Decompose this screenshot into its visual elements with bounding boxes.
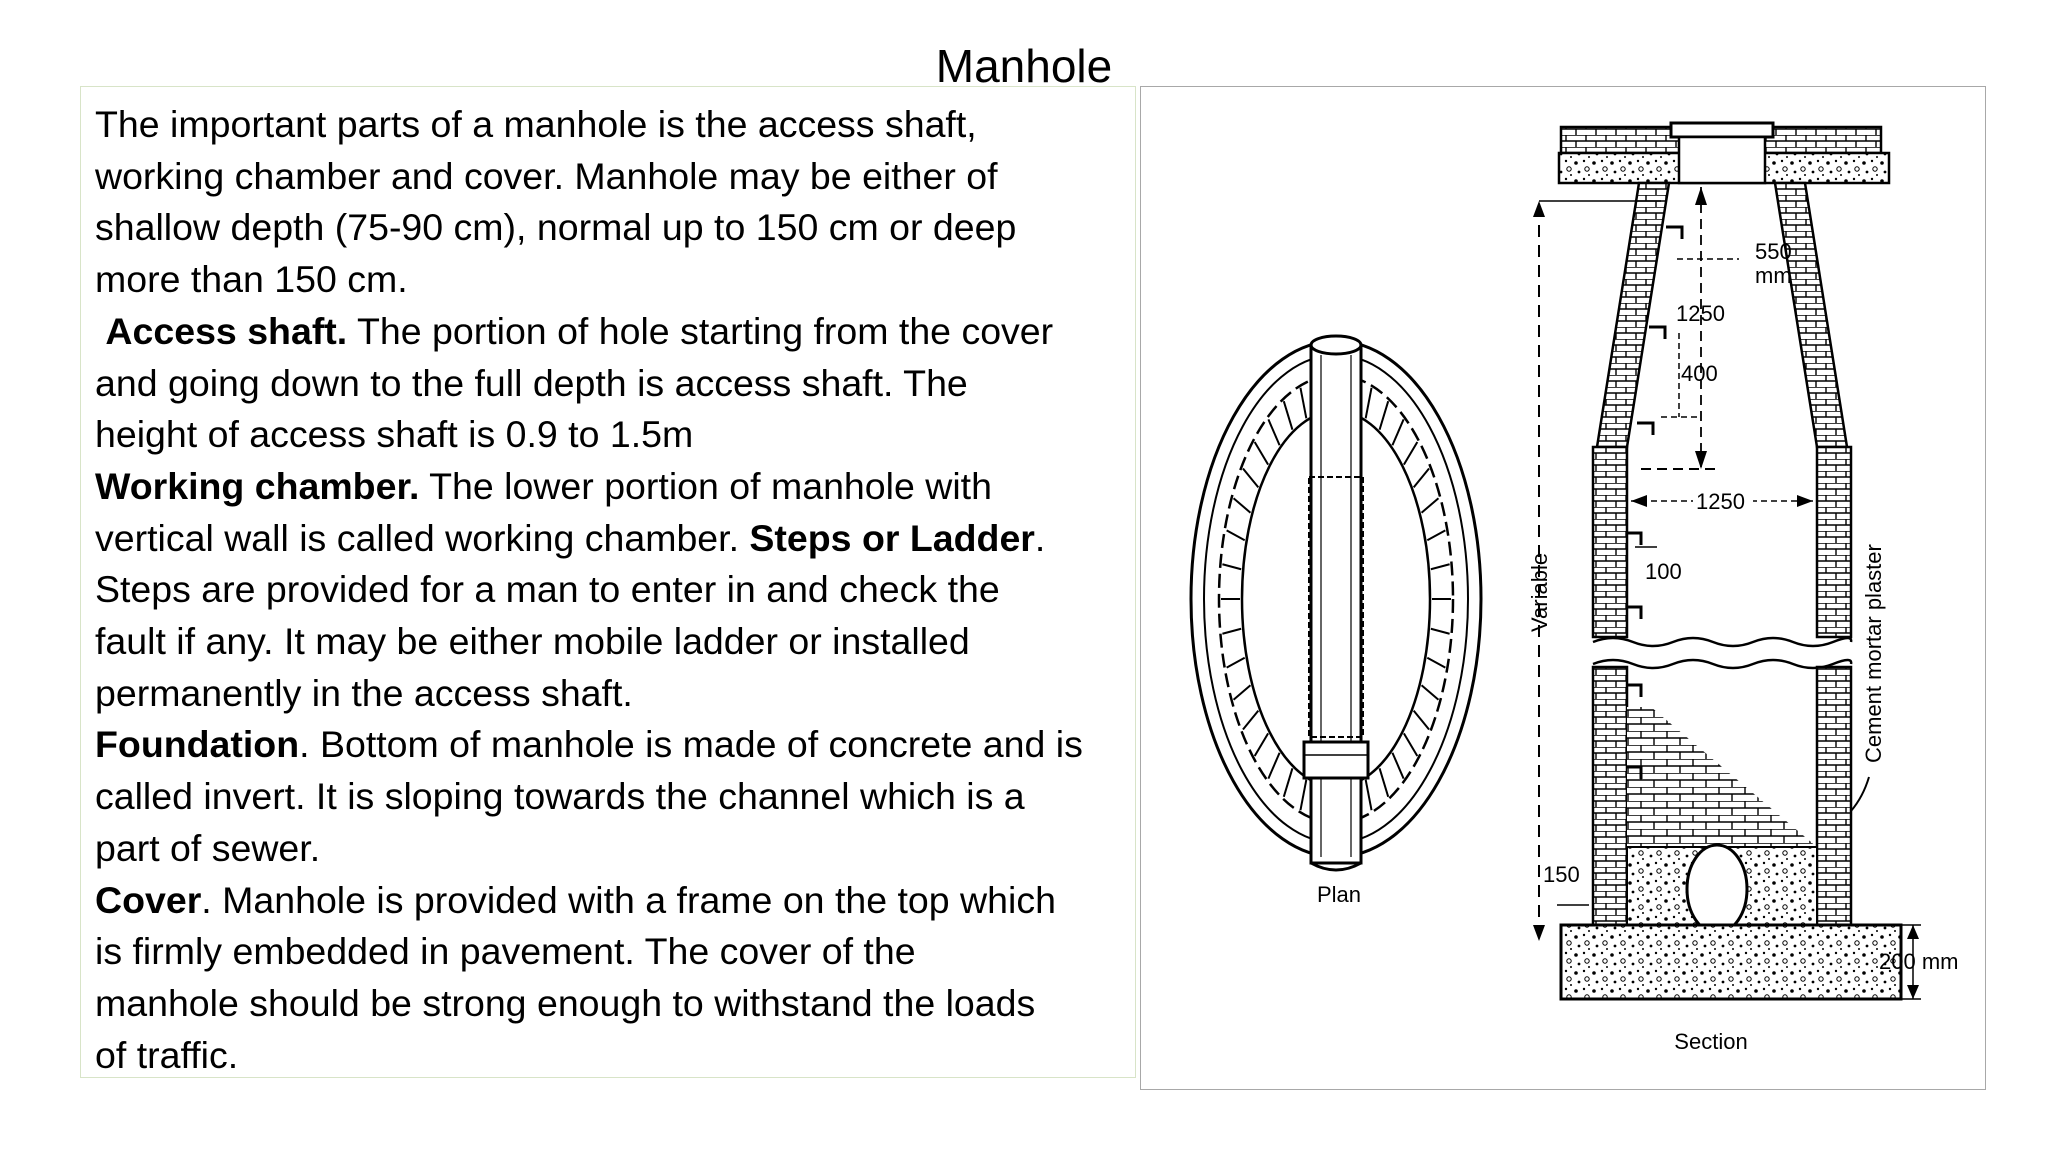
text-span: The portion of hole starting from the cover <box>347 309 1054 352</box>
text-line <box>95 926 1121 978</box>
text-span: more than 150 cm. <box>95 258 408 301</box>
text-span: is firmly embedded in pavement. The cover of the <box>95 930 916 973</box>
text-span: height of access shaft is 0.9 to 1.5m <box>95 413 694 456</box>
brick-joint <box>1234 685 1251 700</box>
text-span: called invert. It is sloping towards the channel which is a <box>95 775 1025 818</box>
text-line <box>95 719 1121 771</box>
brick-joint <box>1404 733 1417 756</box>
text-line <box>95 978 1121 1030</box>
variable-label: Variable <box>1527 552 1552 632</box>
manhole-drawing <box>1141 87 1987 1091</box>
text-span: Steps are provided for a man to enter in and check the <box>95 568 1000 611</box>
brick-joint <box>1427 530 1445 540</box>
text-line <box>95 771 1121 823</box>
section-label: Section <box>1674 1029 1748 1054</box>
foundation-heading: Foundation <box>95 723 300 766</box>
text-span: manhole should be strong enough to withstand the loads <box>95 981 1036 1024</box>
text-line <box>95 823 1121 875</box>
text-line <box>95 875 1121 927</box>
brick-joint <box>1227 530 1245 540</box>
text-span: part of sewer. <box>95 826 321 869</box>
text-span: . Bottom of manhole is made of concrete and is <box>299 723 1083 766</box>
text-span: of traffic. <box>95 1033 239 1076</box>
dim-1250-top: 1250 <box>1676 301 1725 326</box>
text-line <box>95 254 1121 306</box>
brick-joint <box>1366 780 1372 810</box>
section-view <box>1527 123 1958 1054</box>
text-line <box>95 616 1121 668</box>
text-line <box>95 358 1121 410</box>
brick-joint <box>1300 780 1306 810</box>
brick-joint <box>1392 753 1403 779</box>
brick-joint <box>1222 629 1241 634</box>
text-line <box>95 151 1121 203</box>
text-span: The important parts of a manhole is the access shaft, <box>95 103 977 145</box>
text-span: and going down to the full depth is access shaft. The <box>95 361 968 404</box>
dim-1250-mid: 1250 <box>1696 489 1745 514</box>
text-line <box>95 1030 1121 1082</box>
text-line <box>95 513 1121 565</box>
brick-joint <box>1300 388 1306 418</box>
dim-100: 100 <box>1645 559 1682 584</box>
brick-joint <box>1243 711 1258 730</box>
brick-joint <box>1366 388 1372 418</box>
text-span: . <box>1034 516 1046 559</box>
brick-joint <box>1404 442 1417 465</box>
dim-400: 400 <box>1681 361 1718 386</box>
brick-joint <box>1380 401 1389 430</box>
text-span: vertical wall is called working chamber. <box>95 516 750 559</box>
text-span: permanently in the access shaft. <box>95 671 633 714</box>
dim-550: 550 <box>1755 239 1792 264</box>
brick-joint <box>1427 658 1445 668</box>
brick-joint <box>1234 498 1251 513</box>
brick-joint <box>1422 498 1439 513</box>
brick-joint <box>1243 469 1258 488</box>
access-shaft-heading: Access shaft. <box>105 309 348 352</box>
brick-joint <box>1414 469 1429 488</box>
text-line <box>95 668 1121 720</box>
text-span: shallow depth (75-90 cm), normal up to 150 cm or deep <box>95 206 1017 249</box>
brick-joint <box>1284 401 1293 430</box>
text-line <box>95 202 1121 254</box>
brick-joint <box>1422 685 1439 700</box>
cover-heading: Cover <box>95 878 202 921</box>
page-title: Manhole <box>935 40 1113 92</box>
brick-joint <box>1414 711 1429 730</box>
plan-view <box>1191 336 1481 907</box>
brick-joint <box>1268 419 1279 445</box>
brick-joint <box>1222 564 1241 569</box>
text-span: fault if any. It may be either mobile ladder or installed <box>95 620 970 663</box>
brick-joint <box>1255 442 1268 465</box>
plan-label: Plan <box>1316 882 1362 907</box>
brick-joint <box>1268 753 1279 779</box>
brick-joint <box>1392 419 1403 445</box>
brick-joint <box>1284 768 1293 797</box>
brick-joint <box>1255 733 1268 756</box>
brick-joint <box>1380 768 1389 797</box>
dim-150: 150 <box>1543 862 1580 887</box>
brick-joint <box>1431 629 1450 634</box>
text-line <box>95 306 1121 358</box>
text-line <box>95 409 1121 461</box>
text-span: . Manhole is provided with a frame on the top which <box>201 878 1056 921</box>
text-line <box>95 564 1121 616</box>
brick-joint <box>1431 564 1450 569</box>
text-span: working chamber and cover. Manhole may be either of <box>95 154 998 197</box>
text-panel <box>80 86 1136 1078</box>
dim-mm: mm <box>1755 263 1792 288</box>
steps-heading: Steps or Ladder <box>749 516 1035 559</box>
text-span: The lower portion of manhole with <box>419 464 992 507</box>
brick-joint <box>1227 658 1245 668</box>
dim-200: 200 mm <box>1879 949 1959 974</box>
text-line <box>95 99 1121 151</box>
manhole-figure <box>1140 86 1986 1090</box>
text-line <box>95 461 1121 513</box>
plaster-label: Cement mortar plaster <box>1861 544 1886 763</box>
working-chamber-heading: Working chamber. <box>95 464 420 507</box>
